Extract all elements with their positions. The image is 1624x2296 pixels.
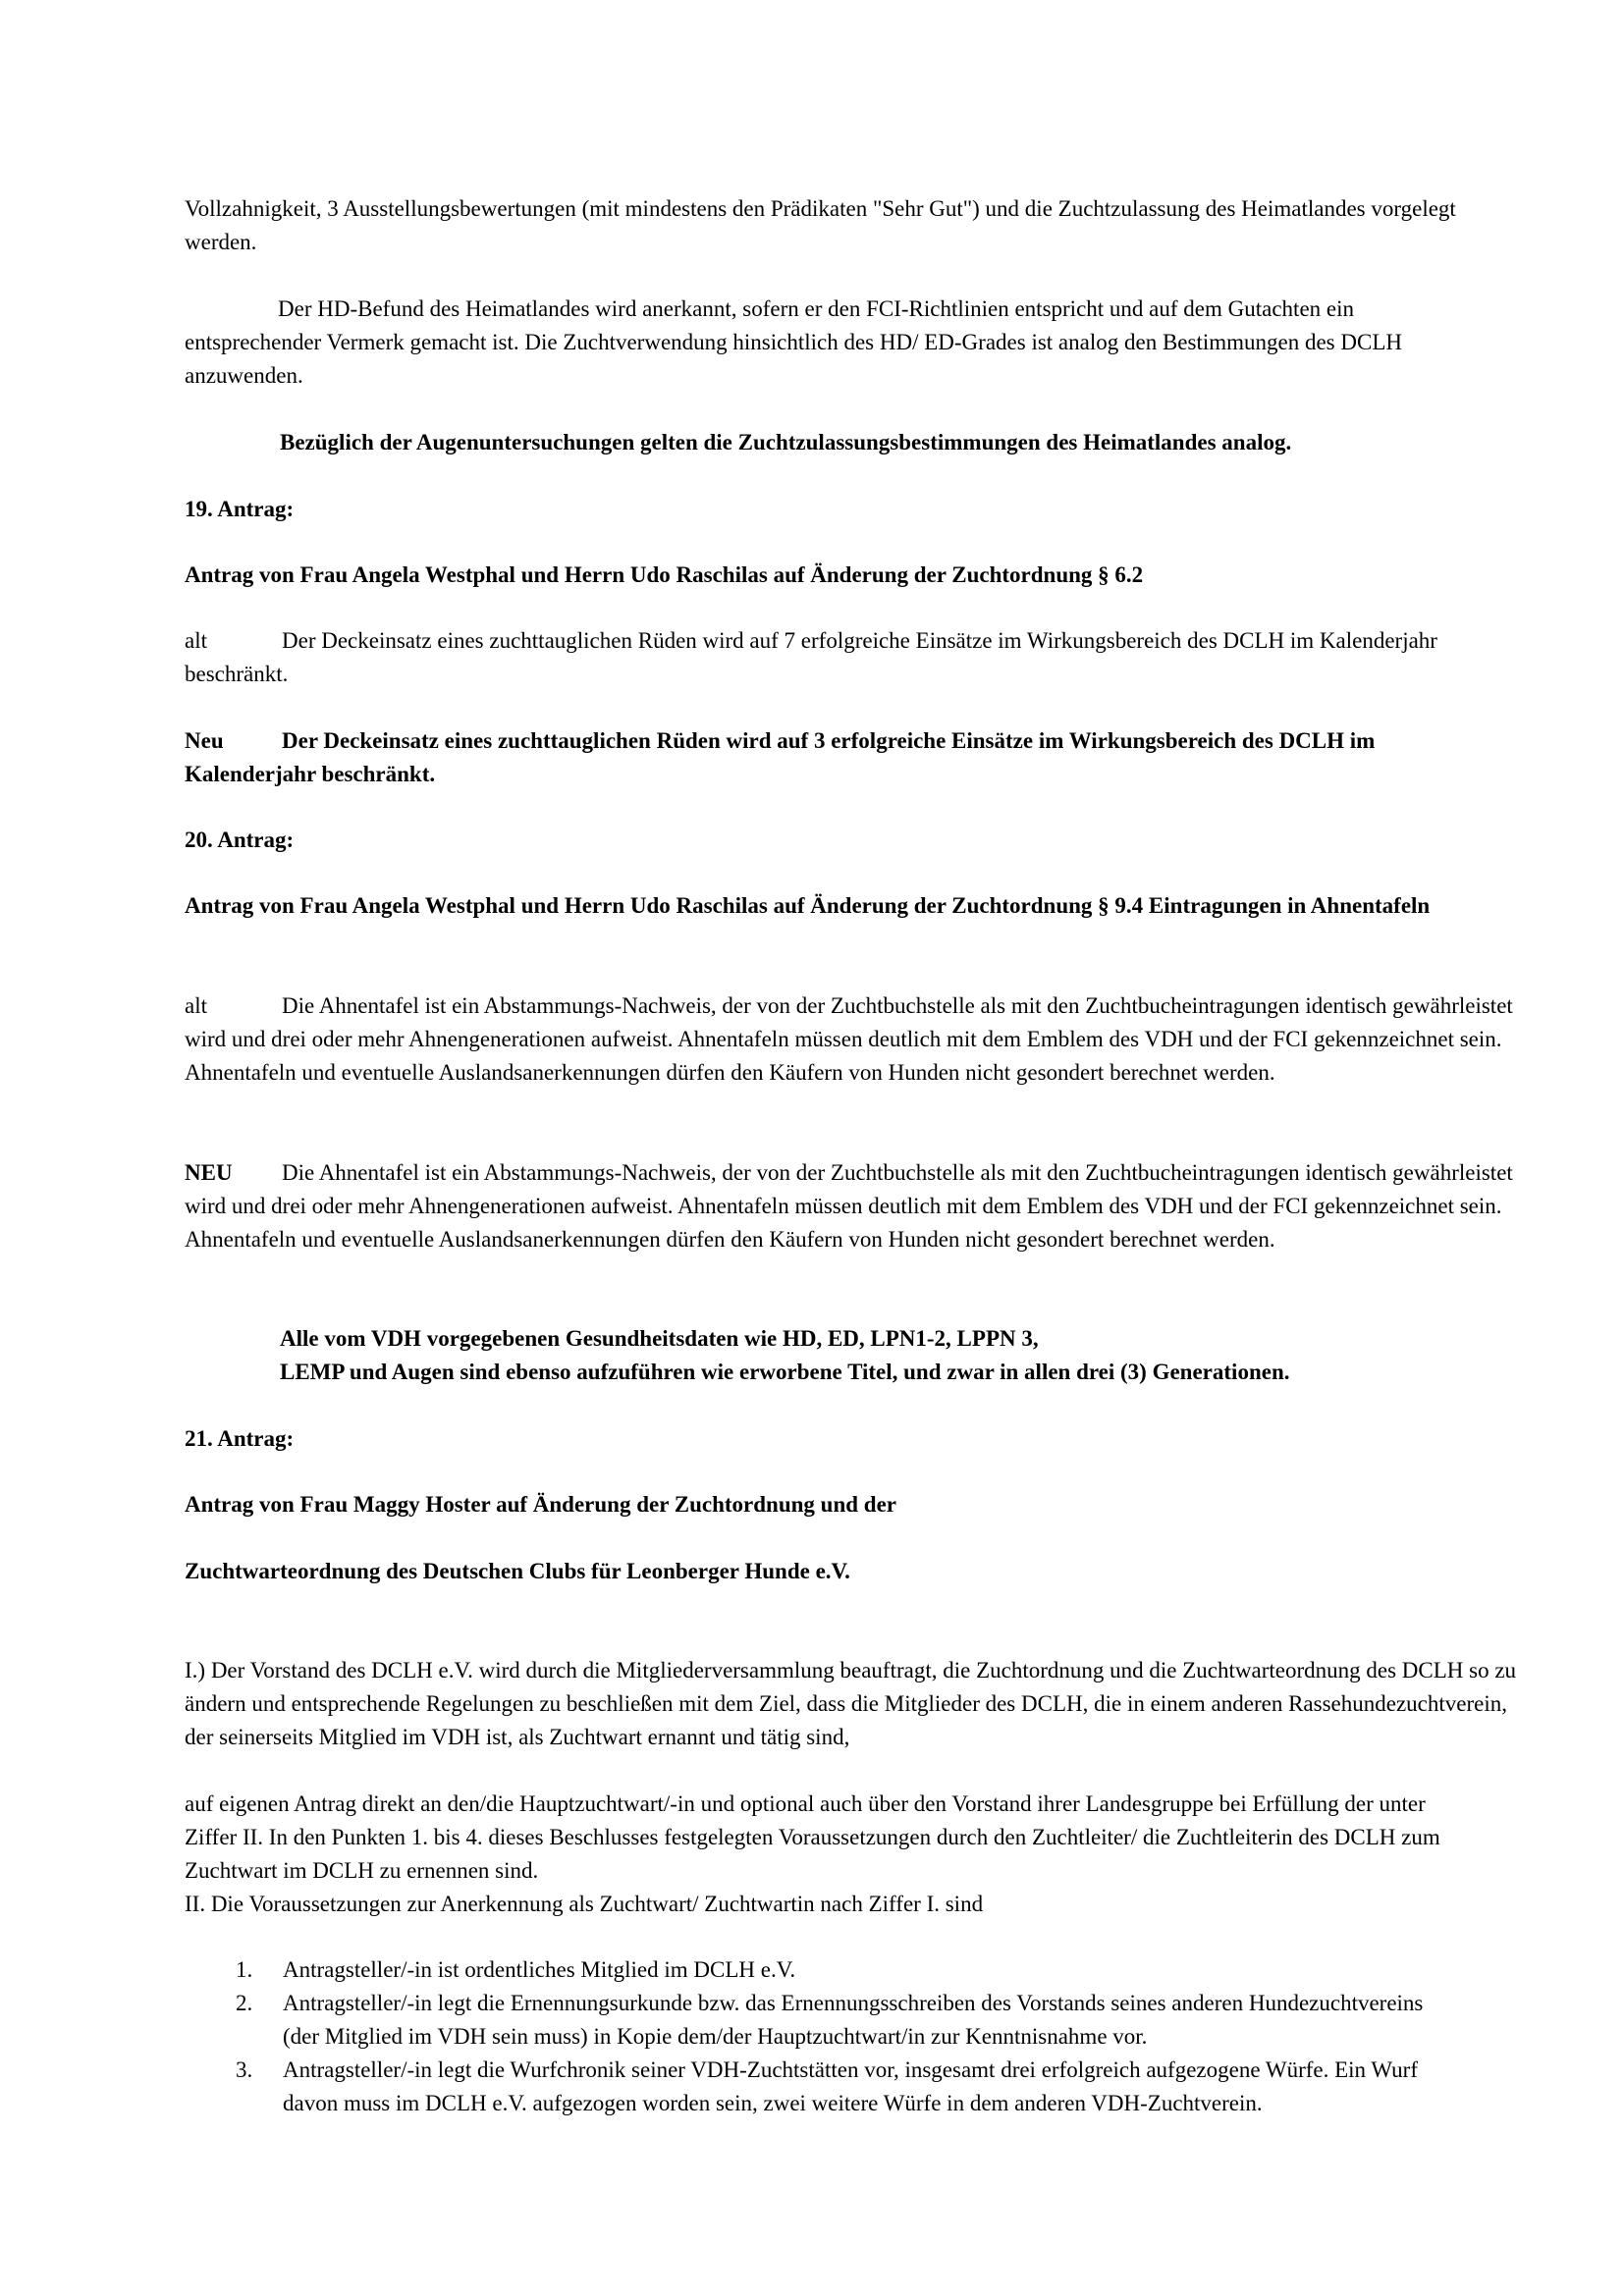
list-item-text: Antragsteller/-in legt die Ernennungsurkunde bzw. das Ernennungsschreiben des Vorstands seines anderen Hundezuchtvereins (der Mitglied im VDH sein muss) in Kopie dem/der Hauptzuchtwart/in zur Kenntnisnahme vor. xyxy=(283,1991,1424,2049)
alt-text: Die Ahnentafel ist ein Abstammungs-Nachweis, der von der Zuchtbuchstelle als mit den Zuchtbucheintragungen identisch gewährleistet wird und drei oder mehr Ahnengenerationen aufweist. Ahnentafeln müssen deutlich mit dem Emblem des VDH und der FCI gekennzeichnet sein. Ahnentafeln und eventuelle Auslandsanerkennungen dürfen den Käufern von Hunden nicht gesondert berechnet werden. xyxy=(185,993,1513,1085)
list-item-number: 2. xyxy=(236,1991,253,2015)
list-item xyxy=(236,2054,1424,2120)
list-item-text: Antragsteller/-in ist ordentliches Mitglied im DCLH e.V. xyxy=(283,1957,796,1982)
antrag-19-heading: 19. Antrag: xyxy=(185,497,295,521)
alt-label: alt xyxy=(185,993,207,1018)
antrag-20-neu-addition-2: LEMP und Augen sind ebenso aufzuführen wie erworbene Titel, und zwar in allen drei (3) Generationen. xyxy=(280,1360,1290,1384)
neu-text: Die Ahnentafel ist ein Abstammungs-Nachweis, der von der Zuchtbuchstelle als mit den Zuchtbucheintragungen identisch gewährleistet wird und drei oder mehr Ahnengenerationen aufweist. Ahnentafeln müssen deutlich mit dem Emblem des VDH und der FCI gekennzeichnet sein. Ahnentafeln und eventuelle Auslandsanerkennungen dürfen den Käufern von Hunden nicht gesondert berechnet werden. xyxy=(185,1160,1513,1252)
antrag-20-alt xyxy=(185,989,1530,1090)
intro-paragraph-3: Bezüglich der Augenuntersuchungen gelten die Zuchtzulassungsbestimmungen des Heimatlandes analog. xyxy=(280,430,1292,454)
alt-text: Der Deckeinsatz eines zuchttauglichen Rüden wird auf 7 erfolgreiche Einsätze im Wirkungsbereich des DCLH im Kalenderjahr beschränkt. xyxy=(185,628,1437,686)
neu-text: Der Deckeinsatz eines zuchttauglichen Rüden wird auf 3 erfolgreiche Einsätze im Wirkungsbereich des DCLH im Kalenderjahr beschränkt. xyxy=(185,728,1376,786)
antrag-21-paragraph-1: I.) Der Vorstand des DCLH e.V. wird durch die Mitgliederversammlung beauftragt, die Zuchtordnung und die Zuchtwarteordnung des DCLH so zu ändern und entsprechende Regelungen zu beschließen mit dem Ziel, dass die Mitglieder des DCLH, die in einem anderen Rassehundezuchtverein, der seinerseits Mitglied im VDH ist, als Zuchtwart ernannt und tätig sind, xyxy=(185,1658,1517,1749)
alt-label: alt xyxy=(185,628,207,653)
requirements-list xyxy=(236,1953,1424,2120)
intro-paragraph-2: Der HD-Befund des Heimatlandes wird anerkannt, sofern er den FCI-Richtlinien entspricht und auf dem Gutachten ein entsprechender Vermerk gemacht ist. Die Zuchtverwendung hinsichtlich des HD/ ED-Grades ist analog den Bestimmungen des DCLH anzuwenden. xyxy=(185,296,1402,388)
antrag-19-title: Antrag von Frau Angela Westphal und Herrn Udo Raschilas auf Änderung der Zuchtordnung § 6.2 xyxy=(185,562,1144,587)
neu-label: Neu xyxy=(185,728,224,753)
antrag-20-heading: 20. Antrag: xyxy=(185,828,295,852)
antrag-21-paragraph-2: auf eigenen Antrag direkt an den/die Hauptzuchtwart/-in und optional auch über den Vorstand ihrer Landesgruppe bei Erfüllung der unter Ziffer II. In den Punkten 1. bis 4. dieses Beschlusses festgelegten Voraussetzungen durch den Zuchtleiter/ die Zuchtleiterin des DCLH zum Zuchtwart im DCLH zu ernennen sind. xyxy=(185,1791,1440,1883)
antrag-20-neu-addition-1: Alle vom VDH vorgegebenen Gesundheitsdaten wie HD, ED, LPN1-2, LPPN 3, xyxy=(280,1326,1039,1351)
list-item-text: Antragsteller/-in legt die Wurfchronik seiner VDH-Zuchtstätten vor, insgesamt drei erfolgreich aufgezogene Würfe. Ein Wurf davon muss im DCLH e.V. aufgezogen worden sein, zwei weitere Würfe in dem anderen VDH-Zuchtverein. xyxy=(283,2057,1418,2115)
list-item xyxy=(236,1953,1424,1987)
antrag-21-paragraph-3: II. Die Voraussetzungen zur Anerkennung als Zuchtwart/ Zuchtwartin nach Ziffer I. sind xyxy=(185,1892,984,1916)
neu-label: NEU xyxy=(185,1160,233,1185)
antrag-19-alt xyxy=(185,624,1461,691)
list-item-number: 1. xyxy=(236,1957,253,1982)
list-item xyxy=(236,1987,1424,2054)
antrag-19-neu xyxy=(185,724,1461,791)
antrag-21-heading: 21. Antrag: xyxy=(185,1426,295,1451)
antrag-21-title-2: Zuchtwarteordnung des Deutschen Clubs für Leonberger Hunde e.V. xyxy=(185,1559,850,1583)
antrag-21-title-1: Antrag von Frau Maggy Hoster auf Änderung der Zuchtordnung und der xyxy=(185,1492,897,1517)
antrag-20-neu xyxy=(185,1156,1530,1256)
list-item-number: 3. xyxy=(236,2057,253,2082)
antrag-20-title: Antrag von Frau Angela Westphal und Herrn Udo Raschilas auf Änderung der Zuchtordnung § 9.4 Eintragungen in Ahnentafeln xyxy=(185,893,1431,918)
intro-paragraph-1: Vollzahnigkeit, 3 Ausstellungsbewertungen (mit mindestens den Prädikaten "Sehr Gut") und die Zuchtzulassung des Heimatlandes vorgelegt werden. xyxy=(185,196,1456,254)
